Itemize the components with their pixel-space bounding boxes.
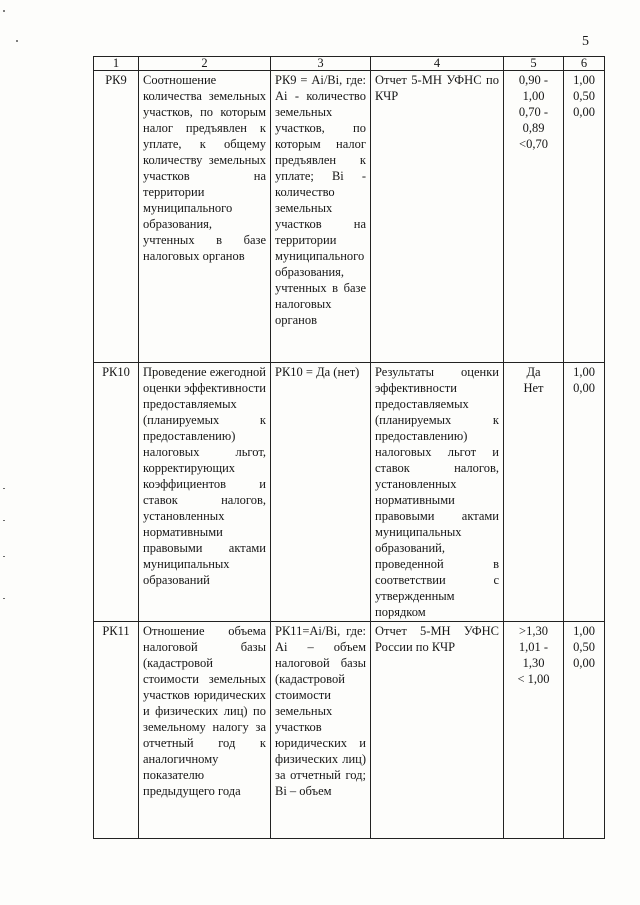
score-value: 0,50 <box>573 89 595 103</box>
row-ranges <box>504 71 564 363</box>
table-row <box>94 71 605 363</box>
score-value: 0,00 <box>573 105 595 119</box>
column-header: 6 <box>564 57 605 71</box>
row-description: Соотношение количества земельных участков, по которым налог предъявлен к уплате, к общему количеству земельных участков на территории муниципального образования, учтенных в базе налоговых органов <box>139 71 271 363</box>
row-description: Проведение ежегодной оценки эффективности предоставляемых (планируемых к предоставлению) налоговых льгот, корректирующих коэффициентов и ставок налогов, установленных нормативными правовыми актами муниципальных образований <box>139 363 271 622</box>
row-scores <box>564 363 605 622</box>
score-value: 1,00 <box>573 624 595 638</box>
header-row <box>94 57 605 71</box>
score-value: 0,50 <box>573 640 595 654</box>
range-value: < 1,00 <box>517 672 550 686</box>
row-code: РК10 <box>94 363 139 622</box>
score-value: 0,00 <box>573 381 595 395</box>
scan-speck <box>3 520 5 521</box>
row-ranges <box>504 622 564 839</box>
range-value: 1,00 <box>522 89 545 103</box>
row-ranges <box>504 363 564 622</box>
column-header: 2 <box>139 57 271 71</box>
row-formula: РК11=Ai/Bi, где: Ai – объем налоговой базы (кадастровой стоимости земельных участков юридических и физических лиц) за отчетный год; Bi – объем <box>271 622 371 839</box>
scan-speck <box>3 556 5 557</box>
column-header: 4 <box>371 57 504 71</box>
row-formula: РК9 = Ai/Bi, где: Ai - количество земельных участков, по которым налог предъявлен к уплате; Bi - количество земельных участков на территории муниципального образования, учтенных в базе налоговых органов <box>271 71 371 363</box>
range-value: <0,70 <box>519 137 548 151</box>
page-number: 5 <box>582 34 589 49</box>
row-source: Отчет 5-МН УФНС России по КЧР <box>371 622 504 839</box>
range-value: Нет <box>523 381 544 395</box>
score-value: 1,00 <box>573 365 595 379</box>
score-value: 0,00 <box>573 656 595 670</box>
scan-speck <box>3 10 5 12</box>
scan-speck <box>3 598 5 599</box>
row-scores <box>564 71 605 363</box>
table-row <box>94 622 605 839</box>
scan-speck <box>16 40 18 42</box>
column-header: 3 <box>271 57 371 71</box>
column-header: 5 <box>504 57 564 71</box>
row-source: Результаты оценки эффективности предоставляемых (планируемых к предоставлению) налоговых льгот и ставок налогов, установленных нормативными правовыми актами муниципальных образований, проведенной в соответствии с утвержденным порядком <box>371 363 504 622</box>
range-value: >1,30 <box>519 624 548 638</box>
row-description: Отношение объема налоговой базы (кадастровой стоимости земельных участков юридических и физических лиц) по земельному налогу за отчетный год к аналогичному показателю предыдущего года <box>139 622 271 839</box>
score-value: 1,00 <box>573 73 595 87</box>
row-scores <box>564 622 605 839</box>
row-code: РК9 <box>94 71 139 363</box>
range-value: 0,70 - <box>518 105 549 119</box>
range-value: 1,30 <box>522 656 545 670</box>
range-value: Да <box>526 365 541 379</box>
row-code: РК11 <box>94 622 139 839</box>
row-formula: РК10 = Да (нет) <box>271 363 371 622</box>
range-value: 1,01 - <box>518 640 549 654</box>
range-value: 0,89 <box>522 121 545 135</box>
column-header: 1 <box>94 57 139 71</box>
table-row <box>94 363 605 622</box>
range-value: 0,90 - <box>518 73 549 87</box>
row-source: Отчет 5-МН УФНС по КЧР <box>371 71 504 363</box>
scan-speck <box>3 488 5 489</box>
criteria-table <box>93 56 605 839</box>
